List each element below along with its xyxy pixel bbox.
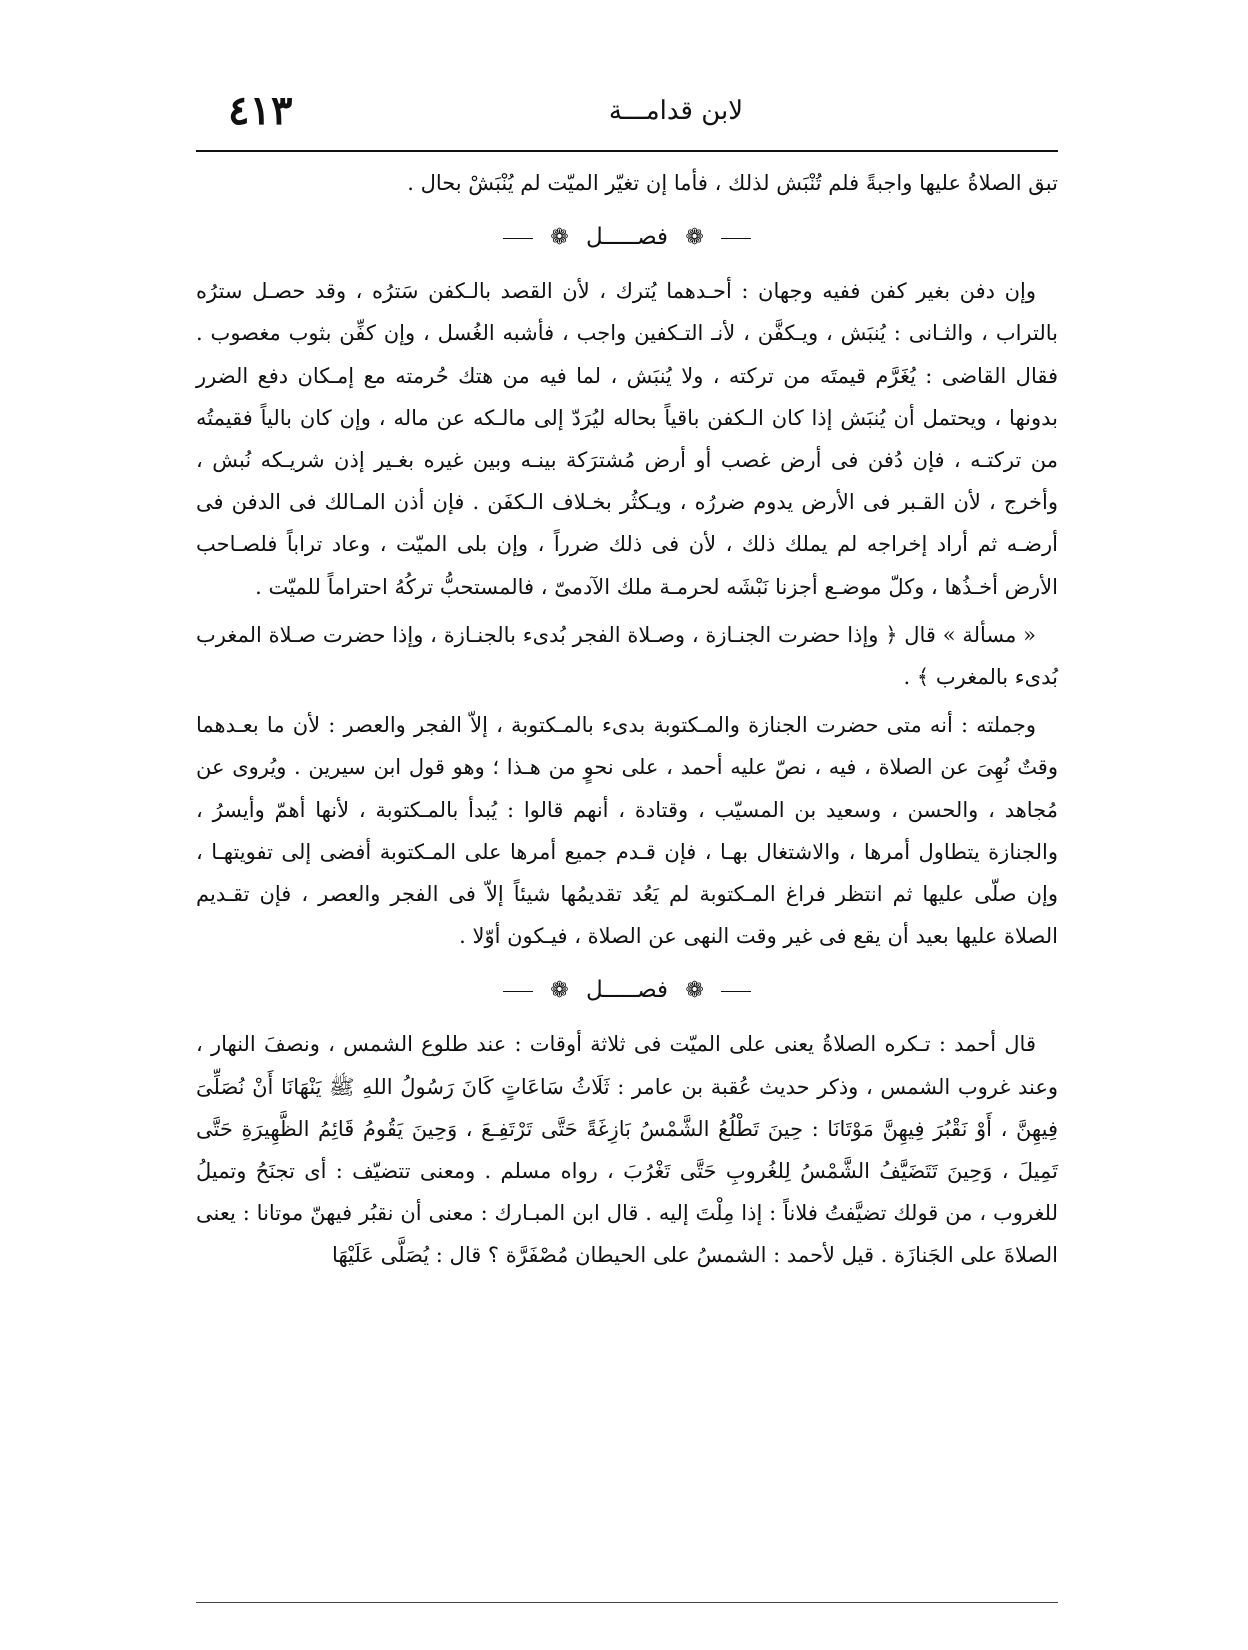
page-header bbox=[196, 84, 1056, 144]
ornament-icon: ❁ bbox=[685, 225, 704, 251]
paragraph-5: قال أحمد : تـكره الصلاةُ يعنى على الميّت فى ثلاثة أوقات : عند طلوع الشمس ، ونصفَ النهار ، وعند غروب الشمس ، وذكر حديث عُقبة بن عامر : ثَلَاثُ سَاعَاتٍ كَانَ رَسُولُ اللهِ ﷺ يَنْهَانَا أَنْ نُصَلِّىَ فِيهِنَّ ، أَوْ نَقْبُرَ فِيهِنَّ مَوْتَانَا : حِينَ تَطْلُعُ الشَّمْسُ بَازِغَةً حَتَّى تَرْتَفِـعَ ، وَحِينَ يَقُومُ قَائِمُ الظَّهِيرَةِ حَتَّى تَمِيلَ ، وَحِينَ تَتَضَيَّفُ الشَّمْسُ لِلغُروبِ حَتَّى تَغْرُبَ ، رواه مسلم . ومعنى تتضيّف : أى تجنَحُ وتميلُ للغروب ، من قولك تضيَّفتُ فلاناً : إذا مِلْتَ إليه . قال ابن المبـارك : معنى أن نقبُر فيهنّ موتانا : يعنى الصلاةَ على الجَنازَة . قيل لأحمد : الشمسُ على الحيطان مُصْفَرَّة ؟ قال : يُصَلَّى عَلَيْهَا bbox=[196, 1032, 1058, 1268]
page-body bbox=[196, 162, 1058, 1277]
ornament-icon: ❁ bbox=[550, 225, 569, 251]
section-heading-label: فصـــــل bbox=[585, 224, 669, 251]
heading-rule bbox=[503, 238, 533, 239]
section-heading-1 bbox=[196, 204, 1058, 270]
ornament-icon: ❁ bbox=[550, 978, 569, 1004]
section-heading-label: فصـــــل bbox=[585, 977, 669, 1004]
footer-rule bbox=[196, 1602, 1058, 1603]
heading-rule bbox=[503, 991, 533, 992]
header-rule bbox=[196, 150, 1058, 152]
paragraph-2: وإن دفن بغير كفن ففيه وجهان : أحـدهما يُترك ، لأن القصد بالـكفن سَترُه ، وقد حصـل سترُه بالتراب ، والثـانى : يُنبَش ، ويـكفَّن ، لأنـ التـكفين واجب ، فأشبه الغُسل ، وإن كفِّن بثوب مغصوب . فقال القاضى : يُغَرَّم قيمتَه من تركته ، ولا يُنبَش ، لما فيه من هتك حُرمته مع إمـكان دفع الضرر بدونها ، ويحتمل أن يُنبَش إذا كان الـكفن باقياً بحاله ليُرَدّ إلى مالـكه عن ماله ، وإن كان بالياً فقيمتُه من تركتـه ، فإن دُفن فى أرض غصب أو أرض مُشترَكة بينـه وبين غيره بغـير إذن شريـكه نُبش ، وأخرج ، لأن القـبر فى الأرض يدوم ضررُه ، ويـكثُر بخـلاف الـكفَن . فإن أذن المـالك فى الدفن فى أرضـه ثم أراد إخراجه لم يملك ذلك ، لأن فى ذلك ضرراً ، وإن بلى الميّت ، وعاد تراباً فلصـاحب الأرض أخـذُها ، وكلّ موضـع أجزنا نَبْشَه لحرمـة ملك الآدمىّ ، فالمستحبُّ تركُهُ احتراماً للميّت . bbox=[196, 279, 1059, 599]
paragraph-4: وجملته : أنه متى حضرت الجنازة والمـكتوبة بدىء بالمـكتوبة ، إلاّ الفجر والعصر : لأن ما بعـدهما وقتٌ نُهِىَ عن الصلاة ، فيه ، نصّ عليه أحمد ، على نحوٍ من هـذا ؛ وهو قول ابن سيرين . ويُروى عن مُجاهد ، والحسن ، وسعيد بن المسيّب ، وقتادة ، أنهم قالوا : يُبدأ بالمـكتوبة ، لأنها أهمّ وأيسرُ ، والجنازة يتطاول أمرها ، والاشتغال بهـا ، فإن قـدم جميع أمرها على المـكتوبة أفضى إلى تفويتهـا ، وإن صلّى عليها ثم انتظر فراغ المـكتوبة لم يَعُد تقديمُها شيئاً إلاّ فى الفجر والعصر ، فإن تقـديم الصلاة عليها بعيد أن يقع فى غير وقت النهى عن الصلاة ، فيـكون أوّلا . bbox=[196, 713, 1058, 949]
heading-rule bbox=[721, 238, 751, 239]
heading-rule bbox=[721, 991, 751, 992]
section-heading-2 bbox=[196, 957, 1058, 1023]
page-number: ٤١٣ bbox=[228, 87, 293, 134]
ornament-icon: ❁ bbox=[685, 978, 704, 1004]
masala-paragraph: « مسألة » قال ﴿ وإذا حضرت الجنـازة ، وصـلاة الفجر بُدىء بالجنـازة ، وإذا حضرت صـلاة المغرب بُدىء بالمغرب ﴾ . bbox=[196, 622, 1058, 690]
paragraph-1: تبق الصلاةُ عليها واجبةً فلم تُنْبَش لذلك ، فأما إن تغيّر الميّت لم يُنْبَشْ بحال . bbox=[407, 171, 1058, 195]
running-title: لابن قدامـــة bbox=[608, 96, 744, 126]
